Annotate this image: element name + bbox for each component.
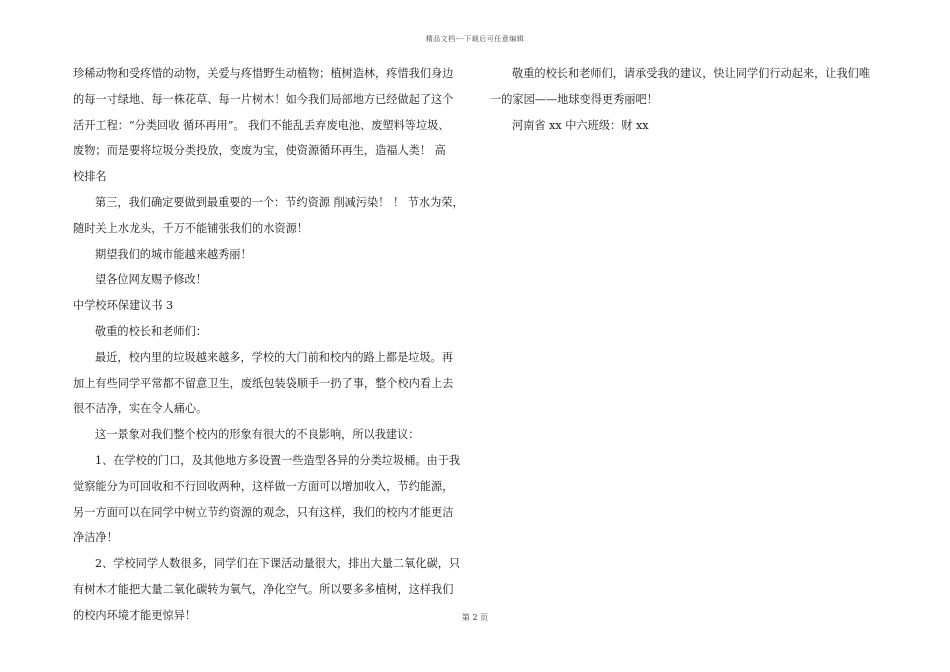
text-line: 加上有些同学平常都不留意卫生，废纸包装袋顺手一扔了事，整个校内看上去 xyxy=(73,376,454,390)
page-number: 第 2 页 xyxy=(461,613,489,622)
text-line: 活开工程：“分类回收 循环再用”。 我们不能乱丢弃废电池、废塑料等垃圾、 xyxy=(73,118,450,132)
text-line: 废物；而是要将垃圾分类投放，变废为宝，使资源循环再生，造福人类！ 高 xyxy=(73,144,446,158)
text-line: 有树木才能把大量二氧化碳转为氧气，净化空气。所以要多多植树，这样我们 xyxy=(73,582,454,596)
right-column xyxy=(490,61,880,138)
text-line: 随时关上水龙头，千万不能铺张我们的水资源！ xyxy=(73,221,308,235)
text-line: 另一方面可以在同学中树立节约资源的观念，只有这样，我们的校内才能更洁 xyxy=(73,505,454,519)
paragraph-start: 最近，校内里的垃圾越来越多，学校的大门前和校内的路上都是垃圾。再 xyxy=(95,350,454,364)
text-line: 的每一寸绿地、每一株花草、每一片树木！如今我们局部地方已经做起了这个 xyxy=(73,92,454,106)
paragraph-start: 期望我们的城市能越来越秀丽！ xyxy=(95,247,252,261)
text-line: 校排名 xyxy=(73,170,107,184)
text-line: 净洁净！ xyxy=(73,531,118,545)
paragraph-start: 1、在学校的门口，及其他地方多设置一些造型各异的分类垃圾桶。由于我 xyxy=(95,453,461,467)
text-line: 很不洁净，实在令人痛心。 xyxy=(73,402,208,416)
signature-line: 河南省 xx 中六班级：财 xx xyxy=(512,118,649,132)
paragraph-start: 望各位网友赐予修改！ xyxy=(95,273,207,287)
section-heading: 中学校环保建议书 3 xyxy=(73,299,174,313)
text-line: 珍稀动物和受疼惜的动物，关爱与疼惜野生动植物；植树造林，疼惜我们身边 xyxy=(73,67,454,80)
left-column xyxy=(73,61,464,629)
paragraph-start: 这一景象对我们整个校内的形象有很大的不良影响，所以我建议： xyxy=(95,428,420,442)
paragraph-start: 敬重的校长和老师们，请承受我的建议，快让同学们行动起来，让我们唯 xyxy=(512,67,871,80)
text-line: 一的家园——地球变得更秀丽吧！ xyxy=(490,92,658,106)
header-note: 精品文档---下载后可任意编辑 xyxy=(425,35,525,43)
text-line: 觉察能分为可回收和不行回收两种，这样做一方面可以增加收入，节约能源， xyxy=(73,479,454,493)
paragraph-start: 第三，我们确定要做到最重要的一个：节约资源 削减污染！ ！ 节水为荣， xyxy=(95,195,464,209)
text-line: 的校内环境才能更惊异！ xyxy=(73,608,197,622)
salutation: 敬重的校长和老师们： xyxy=(95,324,207,338)
paragraph-start: 2、学校同学人数很多，同学们在下课活动量很大，排出大量二氧化碳，只 xyxy=(95,557,461,571)
